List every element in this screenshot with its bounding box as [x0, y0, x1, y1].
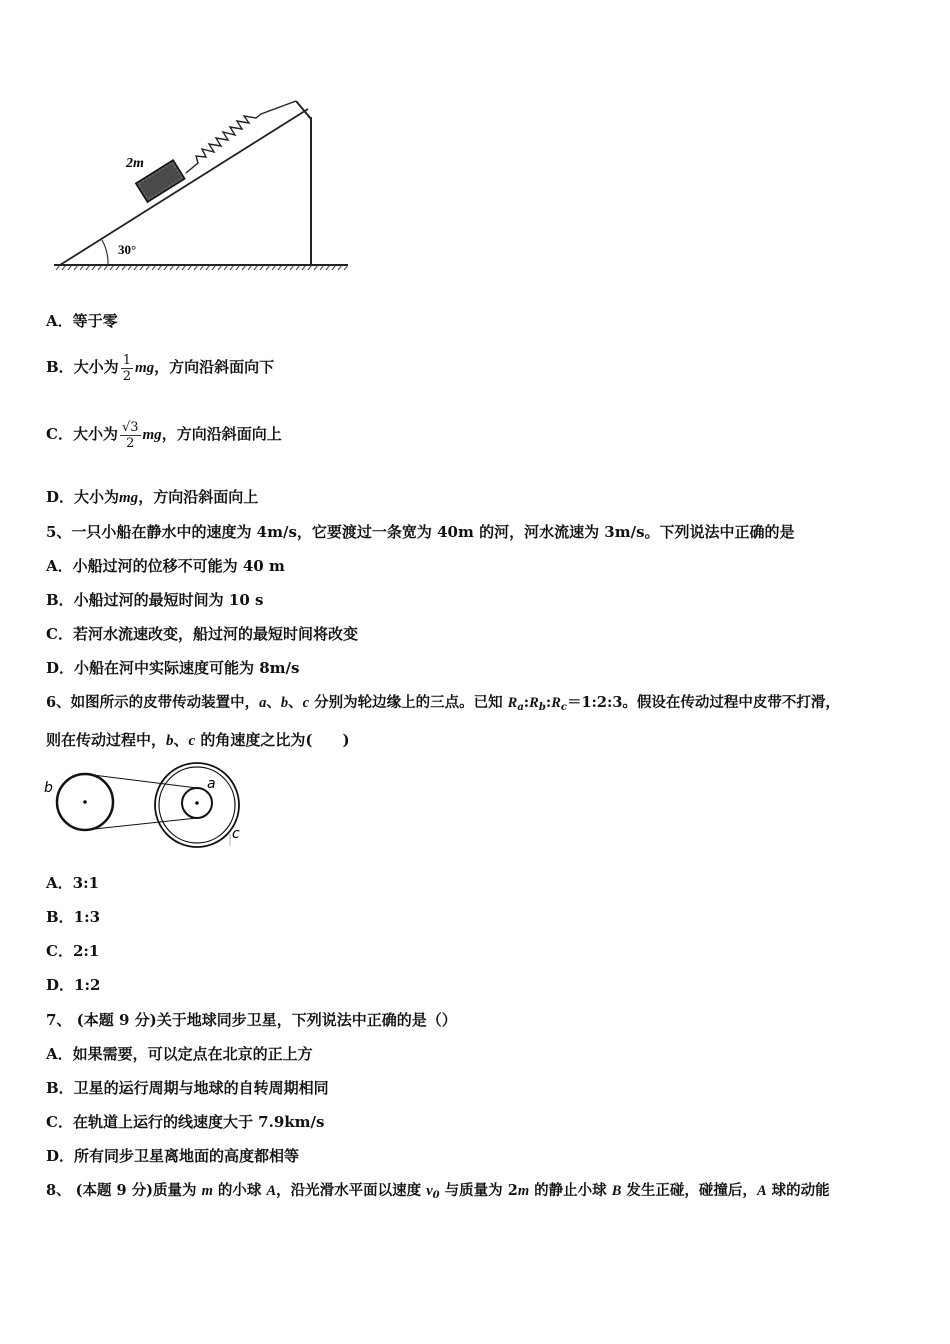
q6-option-a: A．3:1: [46, 874, 100, 892]
q5-option-b: B．小船过河的最短时间为 10 s: [46, 591, 264, 609]
q4-option-c-suffix: ，方向沿斜面向上: [161, 425, 282, 443]
var-b: b: [166, 733, 174, 749]
wheel-a-center: [195, 801, 199, 805]
q7-option-c: C．在轨道上运行的线速度大于 7.9km/s: [46, 1113, 325, 1131]
var-c: c: [188, 733, 196, 749]
var-mg: mg: [119, 490, 139, 506]
var-v: v: [426, 1183, 433, 1199]
q7-option-d: D．所有同步卫星离地面的高度都相等: [46, 1147, 300, 1165]
q8-stem-part: 球的动能: [766, 1182, 830, 1199]
var-m: m: [517, 1183, 530, 1199]
q4-option-b-prefix: B．大小为: [46, 358, 119, 376]
q4-option-a: A．等于零: [46, 312, 118, 330]
q4-option-c: [46, 412, 282, 457]
var-b: b: [280, 695, 289, 711]
belt-drive-figure: [40, 760, 250, 852]
q6-stem-part: 分别为轮边缘上的三点。已知: [309, 694, 508, 711]
label-c: c: [232, 826, 240, 842]
var-R: R: [529, 695, 539, 711]
q4-option-b-suffix: ，方向沿斜面向下: [154, 358, 275, 376]
var-a: a: [259, 695, 267, 711]
q6-option-d: D．1:2: [46, 976, 101, 994]
label-b: b: [44, 780, 53, 796]
q4-option-b: [46, 352, 274, 384]
q6-stem-line2: [46, 730, 350, 751]
q7-stem: 7、 (本题 9 分)关于地球同步卫星，下列说法中正确的是（）: [46, 1011, 457, 1029]
var-R: R: [551, 695, 561, 711]
q6-stem-part: 6、如图所示的皮带传动装置中，: [46, 694, 260, 711]
q8-stem: [46, 1181, 830, 1206]
sub-a: a: [517, 702, 524, 713]
var-mg: mg: [134, 360, 155, 376]
colon: :: [523, 694, 530, 711]
wheel-c: [155, 763, 239, 847]
incline-surface: [60, 109, 308, 265]
mass-label: 2m: [126, 156, 144, 171]
separator: 、: [288, 694, 303, 711]
angle-arc: [102, 240, 108, 265]
var-B: B: [611, 1183, 622, 1199]
q8-stem-part: 与质量为 2: [439, 1182, 518, 1199]
fraction-half: [121, 353, 133, 384]
q5-stem: 5、一只小船在静水中的速度为 4m/s，它要渡过一条宽为 40m 的河，河水流速为 3m/s。下列说法中正确的是: [46, 523, 795, 541]
q8-stem-part: 发生正碰，碰撞后，: [621, 1182, 757, 1199]
frac-num: √3: [121, 419, 139, 435]
q6-option-c: C．2:1: [46, 942, 100, 960]
sub-c: c: [560, 702, 567, 713]
q6-stem-part: 的角速度之比为( ): [195, 731, 350, 749]
q4-option-c-prefix: C．大小为: [46, 425, 118, 443]
q4-option-d: [46, 487, 258, 508]
q7-option-b: B．卫星的运行周期与地球的自转周期相同: [46, 1079, 329, 1097]
separator: 、: [266, 694, 281, 711]
q8-stem-part: 的小球: [212, 1182, 267, 1199]
incline-spring-figure: [46, 95, 356, 275]
wheel-c-inner-ring: [159, 767, 235, 843]
q8-stem-part: ，沿光滑水平面以速度: [276, 1182, 427, 1199]
q5-option-a: A．小船过河的位移不可能为 40 m: [46, 557, 285, 575]
q6-option-b: B．1:3: [46, 908, 101, 926]
fraction-sqrt3-half: [120, 420, 141, 451]
q4-option-d-prefix: D．大小为: [46, 488, 120, 506]
var-m: m: [201, 1183, 213, 1199]
wheel-b-center: [83, 800, 87, 804]
var-mg: mg: [142, 427, 162, 443]
q5-option-c: C．若河水流速改变，船过河的最短时间将改变: [46, 625, 358, 643]
q6-stem-part: ＝1:2:3。假设在传动过程中皮带不打滑，: [566, 694, 840, 711]
sub-0: 0: [432, 1190, 440, 1201]
colon: :: [545, 694, 552, 711]
wall-bracket: [296, 101, 311, 119]
q4-option-d-suffix: ，方向沿斜面向上: [138, 488, 259, 506]
q8-stem-part: 8、 (本题 9 分)质量为: [46, 1182, 202, 1199]
var-A: A: [266, 1183, 277, 1199]
separator: 、: [173, 731, 189, 749]
q7-option-a: A．如果需要，可以定点在北京的正上方: [46, 1045, 313, 1063]
q8-stem-part: 的静止小球: [529, 1182, 612, 1199]
spring: [186, 101, 296, 173]
q6-stem-part: 则在传动过程中，: [46, 731, 167, 749]
q6-stem-line1: [46, 693, 840, 718]
var-A: A: [756, 1183, 767, 1199]
frac-den: 2: [122, 368, 131, 384]
frac-num: 1: [122, 352, 131, 368]
var-c: c: [302, 695, 310, 711]
frac-den: 2: [126, 435, 135, 451]
q5-option-d: D．小船在河中实际速度可能为 8m/s: [46, 659, 300, 677]
angle-label: 30°: [118, 242, 137, 257]
sub-b: b: [538, 702, 546, 713]
var-R: R: [507, 695, 518, 711]
label-a: a: [207, 776, 216, 792]
